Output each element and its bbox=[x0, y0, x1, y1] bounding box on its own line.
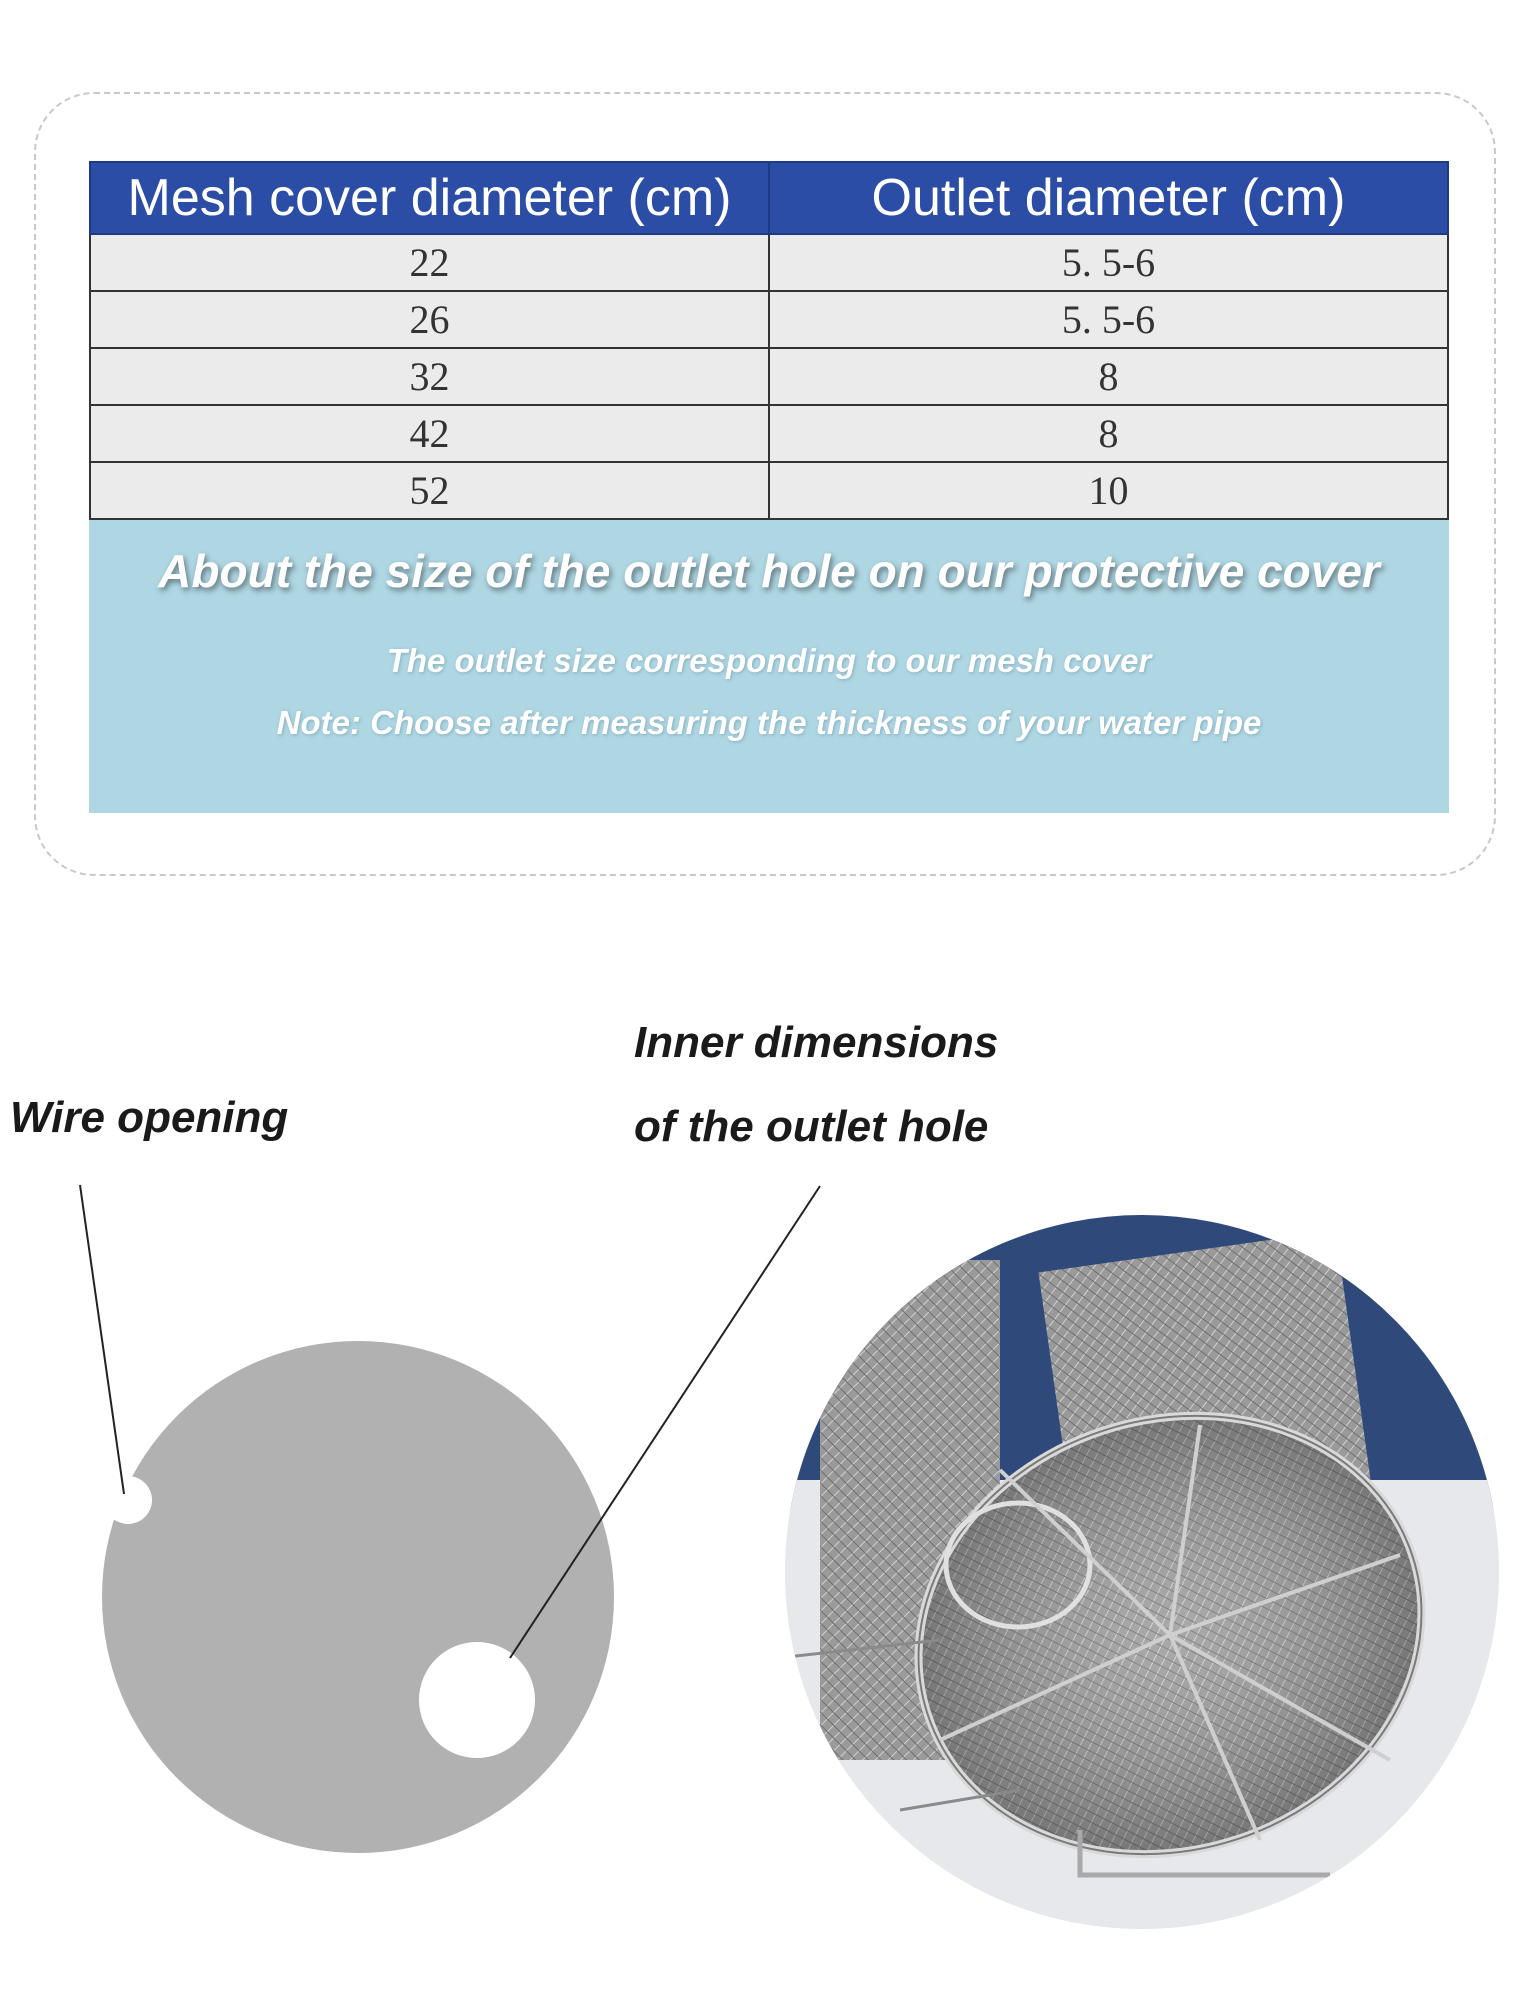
cover-diagram bbox=[0, 1160, 1531, 2000]
mesh-diameter-cell: 52 bbox=[90, 462, 769, 519]
outlet-diameter-cell: 8 bbox=[769, 348, 1448, 405]
outlet-diameter-cell: 8 bbox=[769, 405, 1448, 462]
cover-disc bbox=[102, 1341, 614, 1853]
info-note: Note: Choose after measuring the thickness of your water pipe bbox=[276, 704, 1262, 741]
header-outlet-diameter: Outlet diameter (cm) bbox=[769, 162, 1448, 234]
outlet-diameter-cell: 5. 5-6 bbox=[769, 291, 1448, 348]
info-subtitle: The outlet size corresponding to our mesh cover bbox=[386, 642, 1152, 679]
table-row bbox=[90, 348, 1448, 405]
inner-dimensions-label-line1: Inner dimensions bbox=[634, 1018, 999, 1067]
outlet-hole-pointer bbox=[510, 1186, 820, 1658]
wire-opening-label: Wire opening bbox=[10, 1093, 289, 1142]
table-row bbox=[90, 234, 1448, 291]
table-header-row bbox=[90, 162, 1448, 234]
header-mesh-cover-diameter: Mesh cover diameter (cm) bbox=[90, 162, 769, 234]
wire-opening-pointer bbox=[80, 1185, 124, 1494]
info-banner bbox=[89, 520, 1449, 813]
table-row bbox=[90, 462, 1448, 519]
size-table bbox=[89, 161, 1449, 520]
mesh-diameter-cell: 42 bbox=[90, 405, 769, 462]
mesh-basket-photo bbox=[760, 1210, 1510, 1940]
outlet-hole bbox=[419, 1642, 535, 1758]
mesh-diameter-cell: 32 bbox=[90, 348, 769, 405]
outlet-diameter-cell: 10 bbox=[769, 462, 1448, 519]
table-row bbox=[90, 291, 1448, 348]
mesh-diameter-cell: 26 bbox=[90, 291, 769, 348]
info-title: About the size of the outlet hole on our protective cover bbox=[158, 545, 1380, 597]
outlet-diameter-cell: 5. 5-6 bbox=[769, 234, 1448, 291]
table-row bbox=[90, 405, 1448, 462]
wire-opening-hole bbox=[104, 1476, 152, 1524]
mesh-diameter-cell: 22 bbox=[90, 234, 769, 291]
inner-dimensions-label-line2: of the outlet hole bbox=[634, 1102, 989, 1151]
